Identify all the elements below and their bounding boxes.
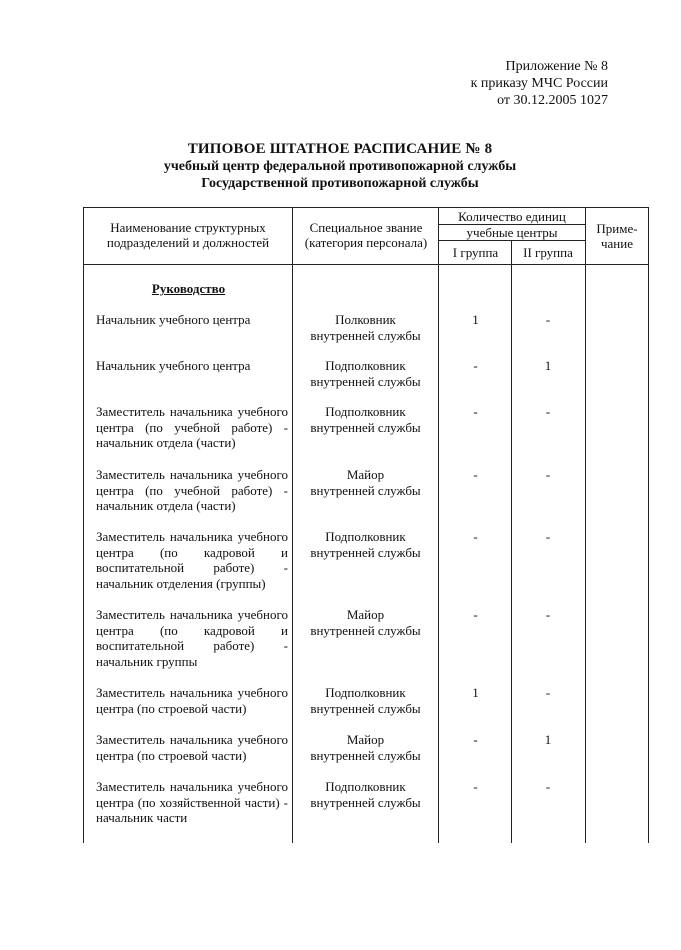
table-left-border xyxy=(83,207,84,843)
rank-service: внутренней службы xyxy=(310,544,421,560)
rank-title: Подполковник xyxy=(325,529,406,544)
group1-count: 1 xyxy=(472,312,479,327)
group1-count: - xyxy=(473,607,478,622)
position-name: Заместитель начальника учебного центра (по учебной работе) - начальник отдела (части) xyxy=(96,467,288,513)
group2-count: - xyxy=(545,312,551,327)
position-name: Заместитель начальника учебного центра (по кадровой и воспитательной работе) - начальник отделения (группы) xyxy=(96,529,288,591)
group1-count: - xyxy=(473,529,478,544)
group2-count: - xyxy=(545,467,551,482)
rank-service: внутренней службы xyxy=(310,700,421,716)
position-name: Заместитель начальника учебного центра (по кадровой и воспитательной работе) - начальник группы xyxy=(96,607,288,669)
position-rank xyxy=(294,685,437,716)
rank-title: Майор xyxy=(346,607,385,622)
rank-title: Подполковник xyxy=(325,779,406,794)
position-rank xyxy=(294,467,437,498)
position-rank xyxy=(294,529,437,560)
rank-service: внутренней службы xyxy=(310,419,421,435)
title-sub-1: учебный центр федеральной противопожарной службы xyxy=(163,159,517,174)
header-group1: I группа xyxy=(452,245,499,260)
group2-count: - xyxy=(545,529,551,544)
position-rank xyxy=(294,358,437,389)
position-rank xyxy=(294,404,437,435)
header-name: Наименование структурных подразделений и должностей xyxy=(106,220,270,250)
group1-count: - xyxy=(473,732,478,747)
group1-count: - xyxy=(473,358,478,373)
rank-service: внутренней службы xyxy=(310,327,421,343)
rank-service: внутренней службы xyxy=(310,794,421,810)
title-main: ТИПОВОЕ ШТАТНОЕ РАСПИСАНИЕ № 8 xyxy=(187,141,493,157)
rank-title: Подполковник xyxy=(325,685,406,700)
rank-service: внутренней службы xyxy=(310,622,421,638)
position-rank xyxy=(294,312,437,343)
group2-count: - xyxy=(545,685,551,700)
section-title: Руководство xyxy=(151,281,226,296)
rank-service: внутренней службы xyxy=(310,373,421,389)
annex-line-3: от 30.12.2005 1027 xyxy=(497,93,608,108)
position-rank xyxy=(294,732,437,763)
header-count: Количество единиц xyxy=(458,209,566,224)
annex-line-1: Приложение № 8 xyxy=(505,59,608,74)
rank-title: Подполковник xyxy=(325,404,406,419)
position-name: Начальник учебного центра xyxy=(96,358,251,373)
header-note xyxy=(587,221,647,251)
header-rank: Специальное звание (категория персонала) xyxy=(304,220,428,250)
annex-line-2: к приказу МЧС России xyxy=(470,76,608,91)
group2-count: - xyxy=(545,607,551,622)
rank-title: Майор xyxy=(346,732,385,747)
document-title xyxy=(90,140,590,192)
group1-count: 1 xyxy=(472,685,479,700)
position-name: Начальник учебного центра xyxy=(96,312,251,327)
header-bottom-border xyxy=(83,264,649,265)
position-rank xyxy=(294,779,437,810)
rank-title: Подполковник xyxy=(325,358,406,373)
header-note-line2: чание xyxy=(601,236,633,251)
header-note-line1: Приме- xyxy=(596,221,638,236)
column-divider-note xyxy=(585,207,586,843)
position-name: Заместитель начальника учебного центра (по учебной работе) - начальник отдела (части) xyxy=(96,404,288,450)
header-centers: учебные центры xyxy=(466,225,558,240)
position-name: Заместитель начальника учебного центра (по хозяйственной части) - начальник части xyxy=(96,779,288,825)
group1-count: - xyxy=(473,404,478,419)
rank-service: внутренней службы xyxy=(310,482,421,498)
annex-block xyxy=(420,58,608,109)
position-rank xyxy=(294,607,437,638)
title-sub-2: Государственной противопожарной службы xyxy=(201,176,479,191)
group2-count: 1 xyxy=(544,732,552,747)
rank-service: внутренней службы xyxy=(310,747,421,763)
group2-count: - xyxy=(545,404,551,419)
header-group2: II группа xyxy=(523,245,573,260)
table-right-border xyxy=(648,207,649,843)
column-divider-rank xyxy=(292,207,293,843)
group1-count: - xyxy=(473,779,478,794)
position-name: Заместитель начальника учебного центра (по строевой части) xyxy=(96,685,288,716)
group2-count: - xyxy=(545,779,551,794)
rank-title: Полковник xyxy=(335,312,396,327)
table-top-border xyxy=(83,207,649,208)
group1-count: - xyxy=(473,467,478,482)
column-divider-group1 xyxy=(438,207,439,843)
rank-title: Майор xyxy=(346,467,385,482)
position-name: Заместитель начальника учебного центра (по строевой части) xyxy=(96,732,288,763)
group2-count: 1 xyxy=(544,358,552,373)
